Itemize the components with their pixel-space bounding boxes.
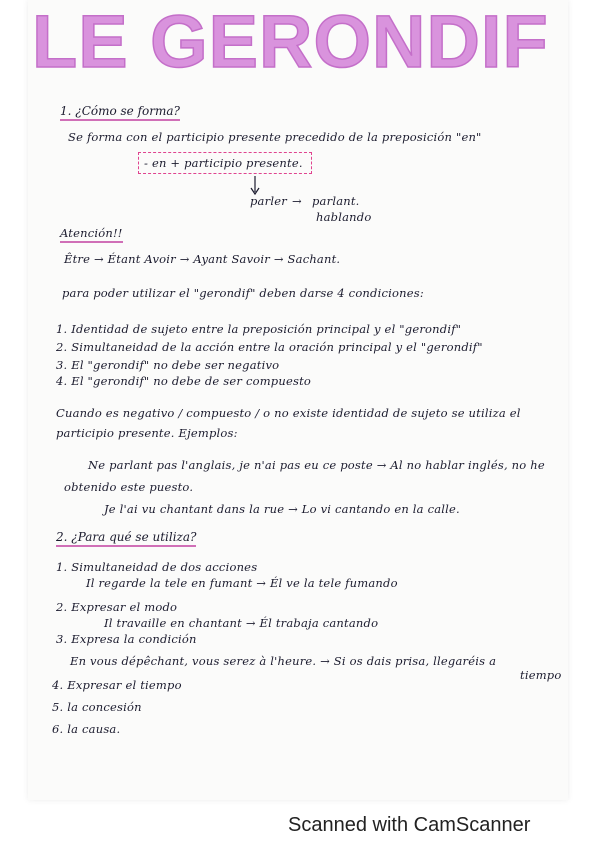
example-arrow: → [292, 194, 302, 208]
scanner-watermark: Scanned with CamScanner [288, 814, 531, 836]
use-item-label: 4. Expresar el tiempo [52, 678, 182, 692]
use-item-example-cont: tiempo [520, 668, 562, 682]
condition-item: 2. Simultaneidad de la acción entre la oración principal y el "gerondif" [56, 340, 483, 354]
use-item-example: En vous dépêchant, vous serez à l'heure. → Si os dais prisa, llegaréis a [70, 654, 497, 668]
condition-item: 1. Identidad de sujeto entre la preposición principal y el "gerondif" [56, 322, 462, 336]
exception-note: Cuando es negativo / compuesto / o no existe identidad de sujeto se utiliza el [56, 406, 521, 420]
use-item-example: Il travaille en chantant → Él trabaja cantando [104, 616, 379, 630]
condition-item: 4. El "gerondif" no debe de ser compuesto [56, 374, 312, 388]
use-item-example: Il regarde la tele en fumant → Él ve la tele fumando [86, 576, 398, 590]
example-infinitive: parler [250, 194, 287, 208]
page-title: LE GERONDIF [32, 0, 549, 83]
conditions-intro: para poder utilizar el "gerondif" deben darse 4 condiciones: [62, 286, 424, 300]
example-sentence-1-cont: obtenido este puesto. [64, 480, 194, 494]
irregular-forms: Être → Étant Avoir → Ayant Savoir → Sachant. [64, 252, 341, 266]
example-translation: hablando [316, 210, 372, 224]
formula-text: - en + participio presente. [144, 156, 303, 170]
example-sentence-2: Je l'ai vu chantant dans la rue → Lo vi cantando en la calle. [104, 502, 460, 516]
use-item-label: 5. la concesión [52, 700, 142, 714]
section-heading-how-formed: 1. ¿Cómo se forma? [60, 104, 180, 118]
use-item-label: 6. la causa. [52, 722, 121, 736]
attention-heading: Atención!! [60, 226, 123, 240]
use-item-label: 1. Simultaneidad de dos acciones [56, 560, 258, 574]
formation-rule-text: Se forma con el participio presente precedido de la preposición "en" [68, 130, 482, 144]
down-arrow-icon [250, 176, 260, 196]
condition-item: 3. El "gerondif" no debe ser negativo [56, 358, 280, 372]
use-item-label: 3. Expresa la condición [56, 632, 197, 646]
exception-note-cont: participio presente. Ejemplos: [56, 426, 238, 440]
section-heading-uses: 2. ¿Para qué se utiliza? [56, 530, 197, 544]
use-item-label: 2. Expresar el modo [56, 600, 178, 614]
example-sentence-1: Ne parlant pas l'anglais, je n'ai pas eu ce poste → Al no hablar inglés, no he [88, 458, 545, 472]
example-participle: parlant. [312, 194, 360, 208]
